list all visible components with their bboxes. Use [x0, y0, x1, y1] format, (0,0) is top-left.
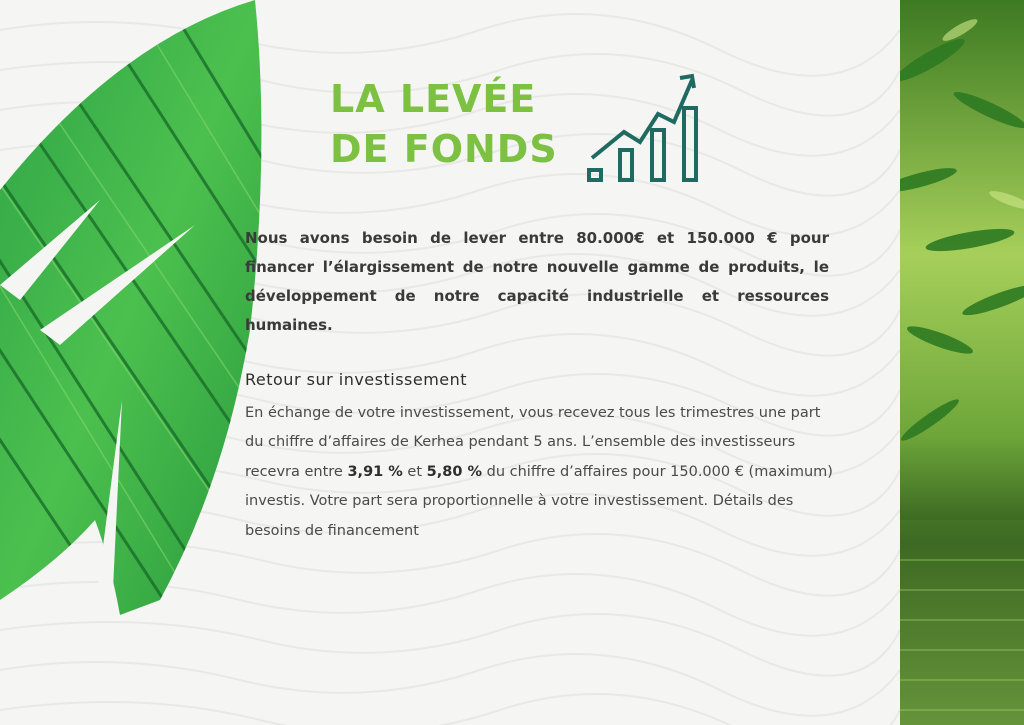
highlight-min-percent: 3,91 %	[347, 463, 403, 480]
palm-leaf-illustration	[0, 0, 270, 640]
body-text-part-2: et	[402, 463, 427, 480]
bar-chart-growth-arrow-icon	[584, 70, 708, 188]
title-line-1: LA LEVÉE	[330, 77, 537, 121]
page-title	[330, 74, 558, 174]
intro-paragraph: Nous avons besoin de lever entre 80.000€ et 150.000 € pour financer l’élargissement de notre nouvelle gamme de produits, le développement de notre capacité industrielle et ressources humaines.	[245, 229, 829, 334]
body-text-part-1: En échange de votre investissement, vous recevez tous les trimestres une part du chiffre d’affaires de Kerhea pendant 5 ans. L’ensemble des investisseurs recevra entre	[245, 405, 821, 480]
body-text-part-3: du chiffre d’affaires pour 150.000 € (maximum) investis. Votre part sera proportionnelle à votre investissement. Détails des besoins de financement	[245, 463, 833, 539]
section-heading: Retour sur investissement	[245, 370, 468, 389]
highlight-max-percent: 5,80 %	[426, 463, 483, 480]
title-line-2: DE FONDS	[330, 127, 558, 171]
bamboo-water-photo	[900, 0, 1024, 725]
section-body	[245, 399, 835, 546]
